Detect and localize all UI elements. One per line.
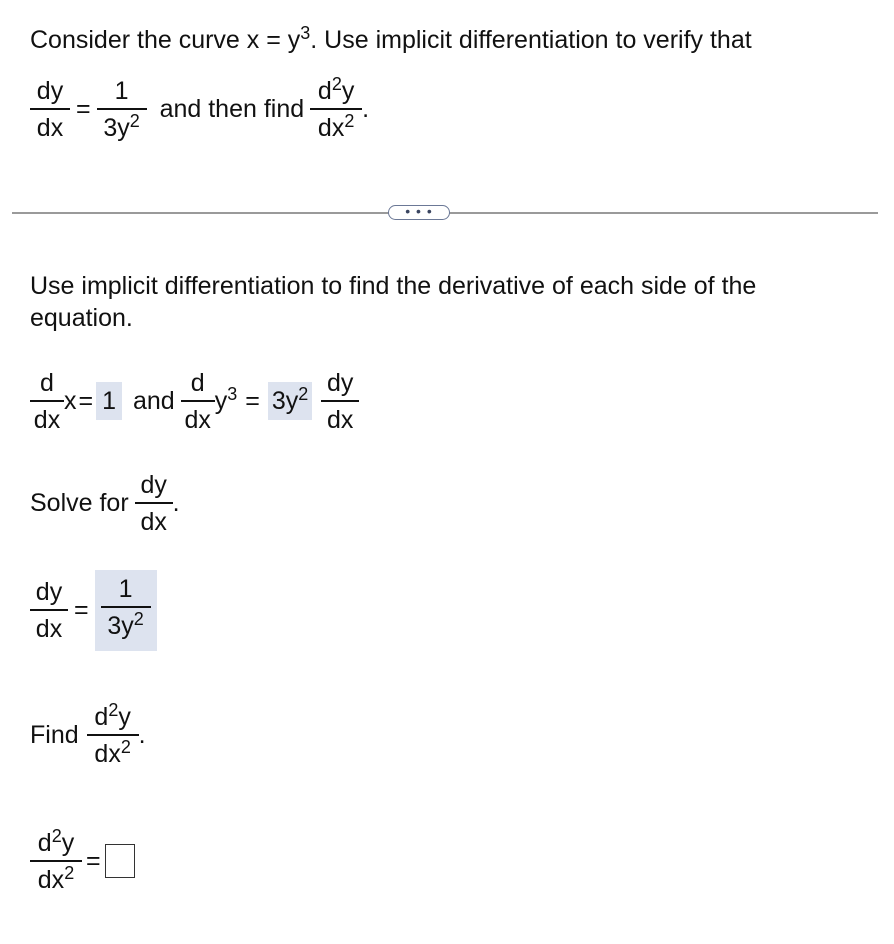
question-exponent: 3 (300, 23, 311, 43)
fraction-bar (101, 606, 151, 608)
fraction-bar (30, 400, 64, 402)
step1-equation (30, 368, 359, 435)
answer-box-dydx: $3y^2$ (268, 382, 312, 420)
question-text-part2: . Use implicit differentiation to verify that (310, 26, 752, 54)
frac-denominator: $dx^2$ (317, 110, 355, 142)
frac-denominator: $3y^2$ (103, 110, 140, 142)
fraction-bar (181, 400, 215, 402)
answer-box-dydx-result (95, 570, 157, 651)
question-line-1 (30, 23, 752, 55)
second-derivative-fraction: $\frac{d^2y}{dx^2}$ (87, 702, 139, 769)
second-derivative-fraction (310, 76, 362, 143)
and-text: and (132, 386, 175, 415)
equals-sign: = (76, 94, 91, 123)
fraction-bar (30, 108, 70, 110)
period: . (172, 488, 180, 517)
frac-numerator: 1 (114, 77, 129, 105)
fraction-bar (30, 860, 82, 862)
variable-x: x (64, 386, 77, 415)
and-then-find-text: and then find (159, 94, 305, 123)
step1-instruction-line1: Use implicit differentiation to find the derivative of each side of the (30, 272, 757, 300)
d-dx-operator: $\frac{d}{dx}$ (181, 368, 215, 435)
equals-sign: = (86, 846, 101, 875)
fraction-bar (310, 108, 362, 110)
dy-dx-fraction (30, 76, 70, 143)
fraction-bar (30, 609, 68, 611)
frac-numerator: $d^2y$ (317, 74, 355, 105)
show-more-button[interactable]: • • • (388, 205, 450, 220)
dy-dx-fraction: $\frac{dy}{dx}$ (321, 368, 359, 435)
dy-dx-fraction: $\frac{dy}{dx}$ (135, 470, 173, 537)
frac-numerator: dy (36, 77, 64, 105)
period: . (362, 94, 370, 123)
one-over-3y2-fraction: $\frac{1}{3y^2}$ (101, 574, 151, 641)
step2-instruction (30, 470, 180, 537)
one-over-3y2-fraction (97, 76, 147, 143)
step2-equation (30, 570, 157, 651)
d-dx-operator: $\frac{d}{dx}$ (30, 368, 64, 435)
fraction-bar (87, 734, 139, 736)
fraction-bar (97, 108, 147, 110)
equals-sign: = (78, 386, 94, 415)
find-text: Find (30, 720, 79, 749)
equals-sign: = (74, 595, 89, 624)
step3-equation (30, 828, 135, 895)
step3-instruction (30, 702, 146, 769)
answer-box-dxdx: 1 (96, 382, 122, 420)
solve-for-text: Solve for (30, 488, 129, 517)
y-cubed: $y^3$ (214, 383, 238, 415)
step1-instruction-line2: equation. (30, 304, 133, 332)
equals-sign: = (245, 386, 260, 415)
question-text-part1: Consider the curve x = y (30, 26, 301, 54)
second-derivative-fraction: $\frac{d^2y}{dx^2}$ (30, 828, 82, 895)
fraction-bar (135, 502, 173, 504)
fraction-bar (321, 400, 359, 402)
second-derivative-answer-input[interactable] (105, 844, 135, 878)
frac-denominator: dx (36, 113, 64, 142)
period: . (138, 720, 146, 749)
dy-dx-fraction: $\frac{dy}{dx}$ (30, 577, 68, 644)
question-line-2 (30, 76, 369, 143)
